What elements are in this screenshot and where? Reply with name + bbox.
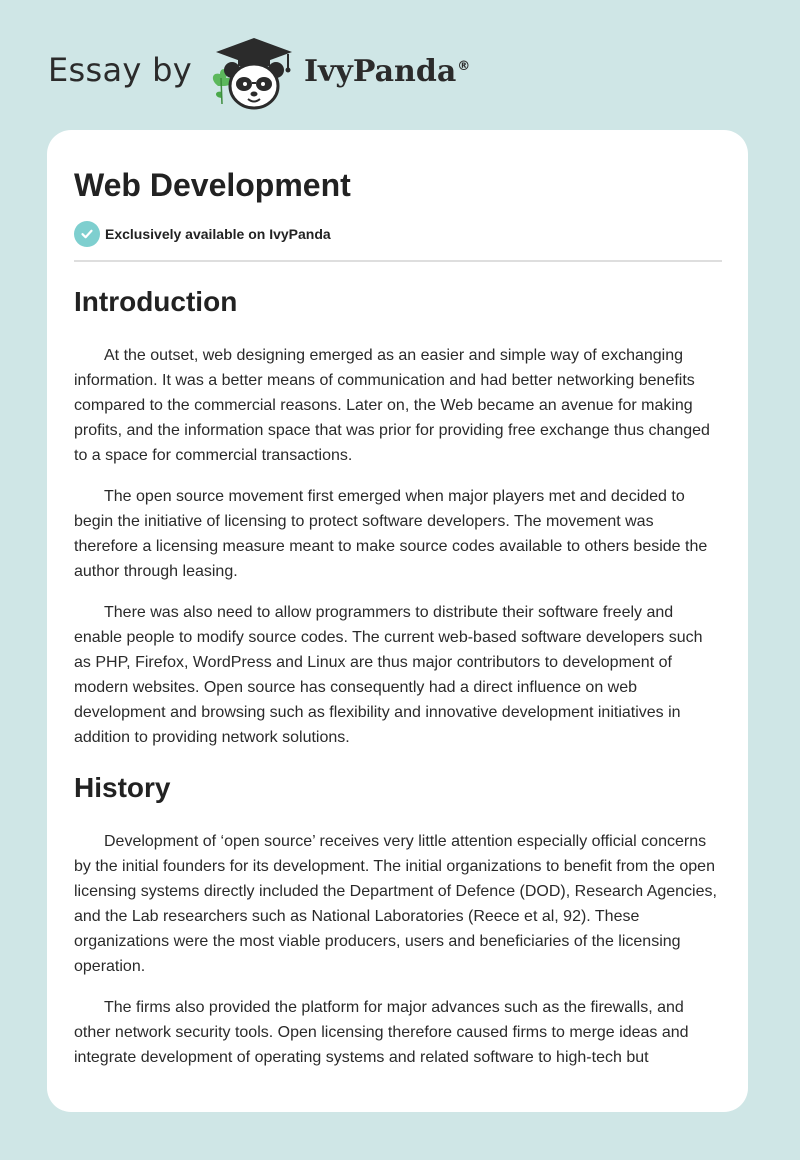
paragraph: The firms also provided the platform for major advances such as the firewalls, and other network security tools. Open licensing therefore caused firms to merge ideas and integrate development of operating systems and related software to high-tech but — [74, 999, 689, 1066]
paragraph: At the outset, web designing emerged as an easier and simple way of exchanging information. It was a better means of communication and had better networking benefits compared to the commercial reasons. Later on, the Web became an avenue for making profits, and the information space that was prior for providing free exchange thus changed to a space for commercial transactions. — [74, 347, 710, 464]
exclusive-badge — [74, 220, 722, 248]
checkmark-icon — [74, 221, 100, 247]
section-heading-introduction: Introduction — [74, 286, 238, 317]
site-header — [48, 34, 470, 114]
panda-logo-icon — [208, 34, 300, 114]
essay-title: Web Development — [74, 167, 351, 203]
essay-card — [47, 130, 748, 1112]
paragraph: Development of ‘open source’ receives very little attention especially official concerns by the initial founders for its development. The initial organizations to benefit from the open licensing systems directly included the Department of Defence (DOD), Research Agencies, and the Lab researchers such as National Laboratories (Reece et al, 92). These organizations were the most viable producers, users and beneficiaries of the licensing operation. — [74, 833, 717, 975]
section-heading-history: History — [74, 772, 171, 803]
registered-mark: ® — [457, 58, 471, 74]
brand-name: IvyPanda® — [303, 53, 471, 89]
paragraph: The open source movement first emerged when major players met and decided to begin the initiative of licensing to protect software developers. The movement was therefore a licensing measure meant to make source codes available to others beside the author through leasing. — [74, 488, 708, 580]
essay-by-label: Essay by — [48, 51, 192, 89]
paragraph: There was also need to allow programmers to distribute their software freely and enable people to modify source codes. The current web-based software developers such as PHP, Firefox, WordPress and Linux are thus major contributors to development of modern websites. Open source has consequently had a direct influence on web development and browsing such as flexibility and innovative development initiatives in addition to providing network solutions. — [74, 604, 703, 746]
divider — [74, 260, 722, 262]
exclusive-badge-label: Exclusively available on IvyPanda — [105, 226, 331, 242]
